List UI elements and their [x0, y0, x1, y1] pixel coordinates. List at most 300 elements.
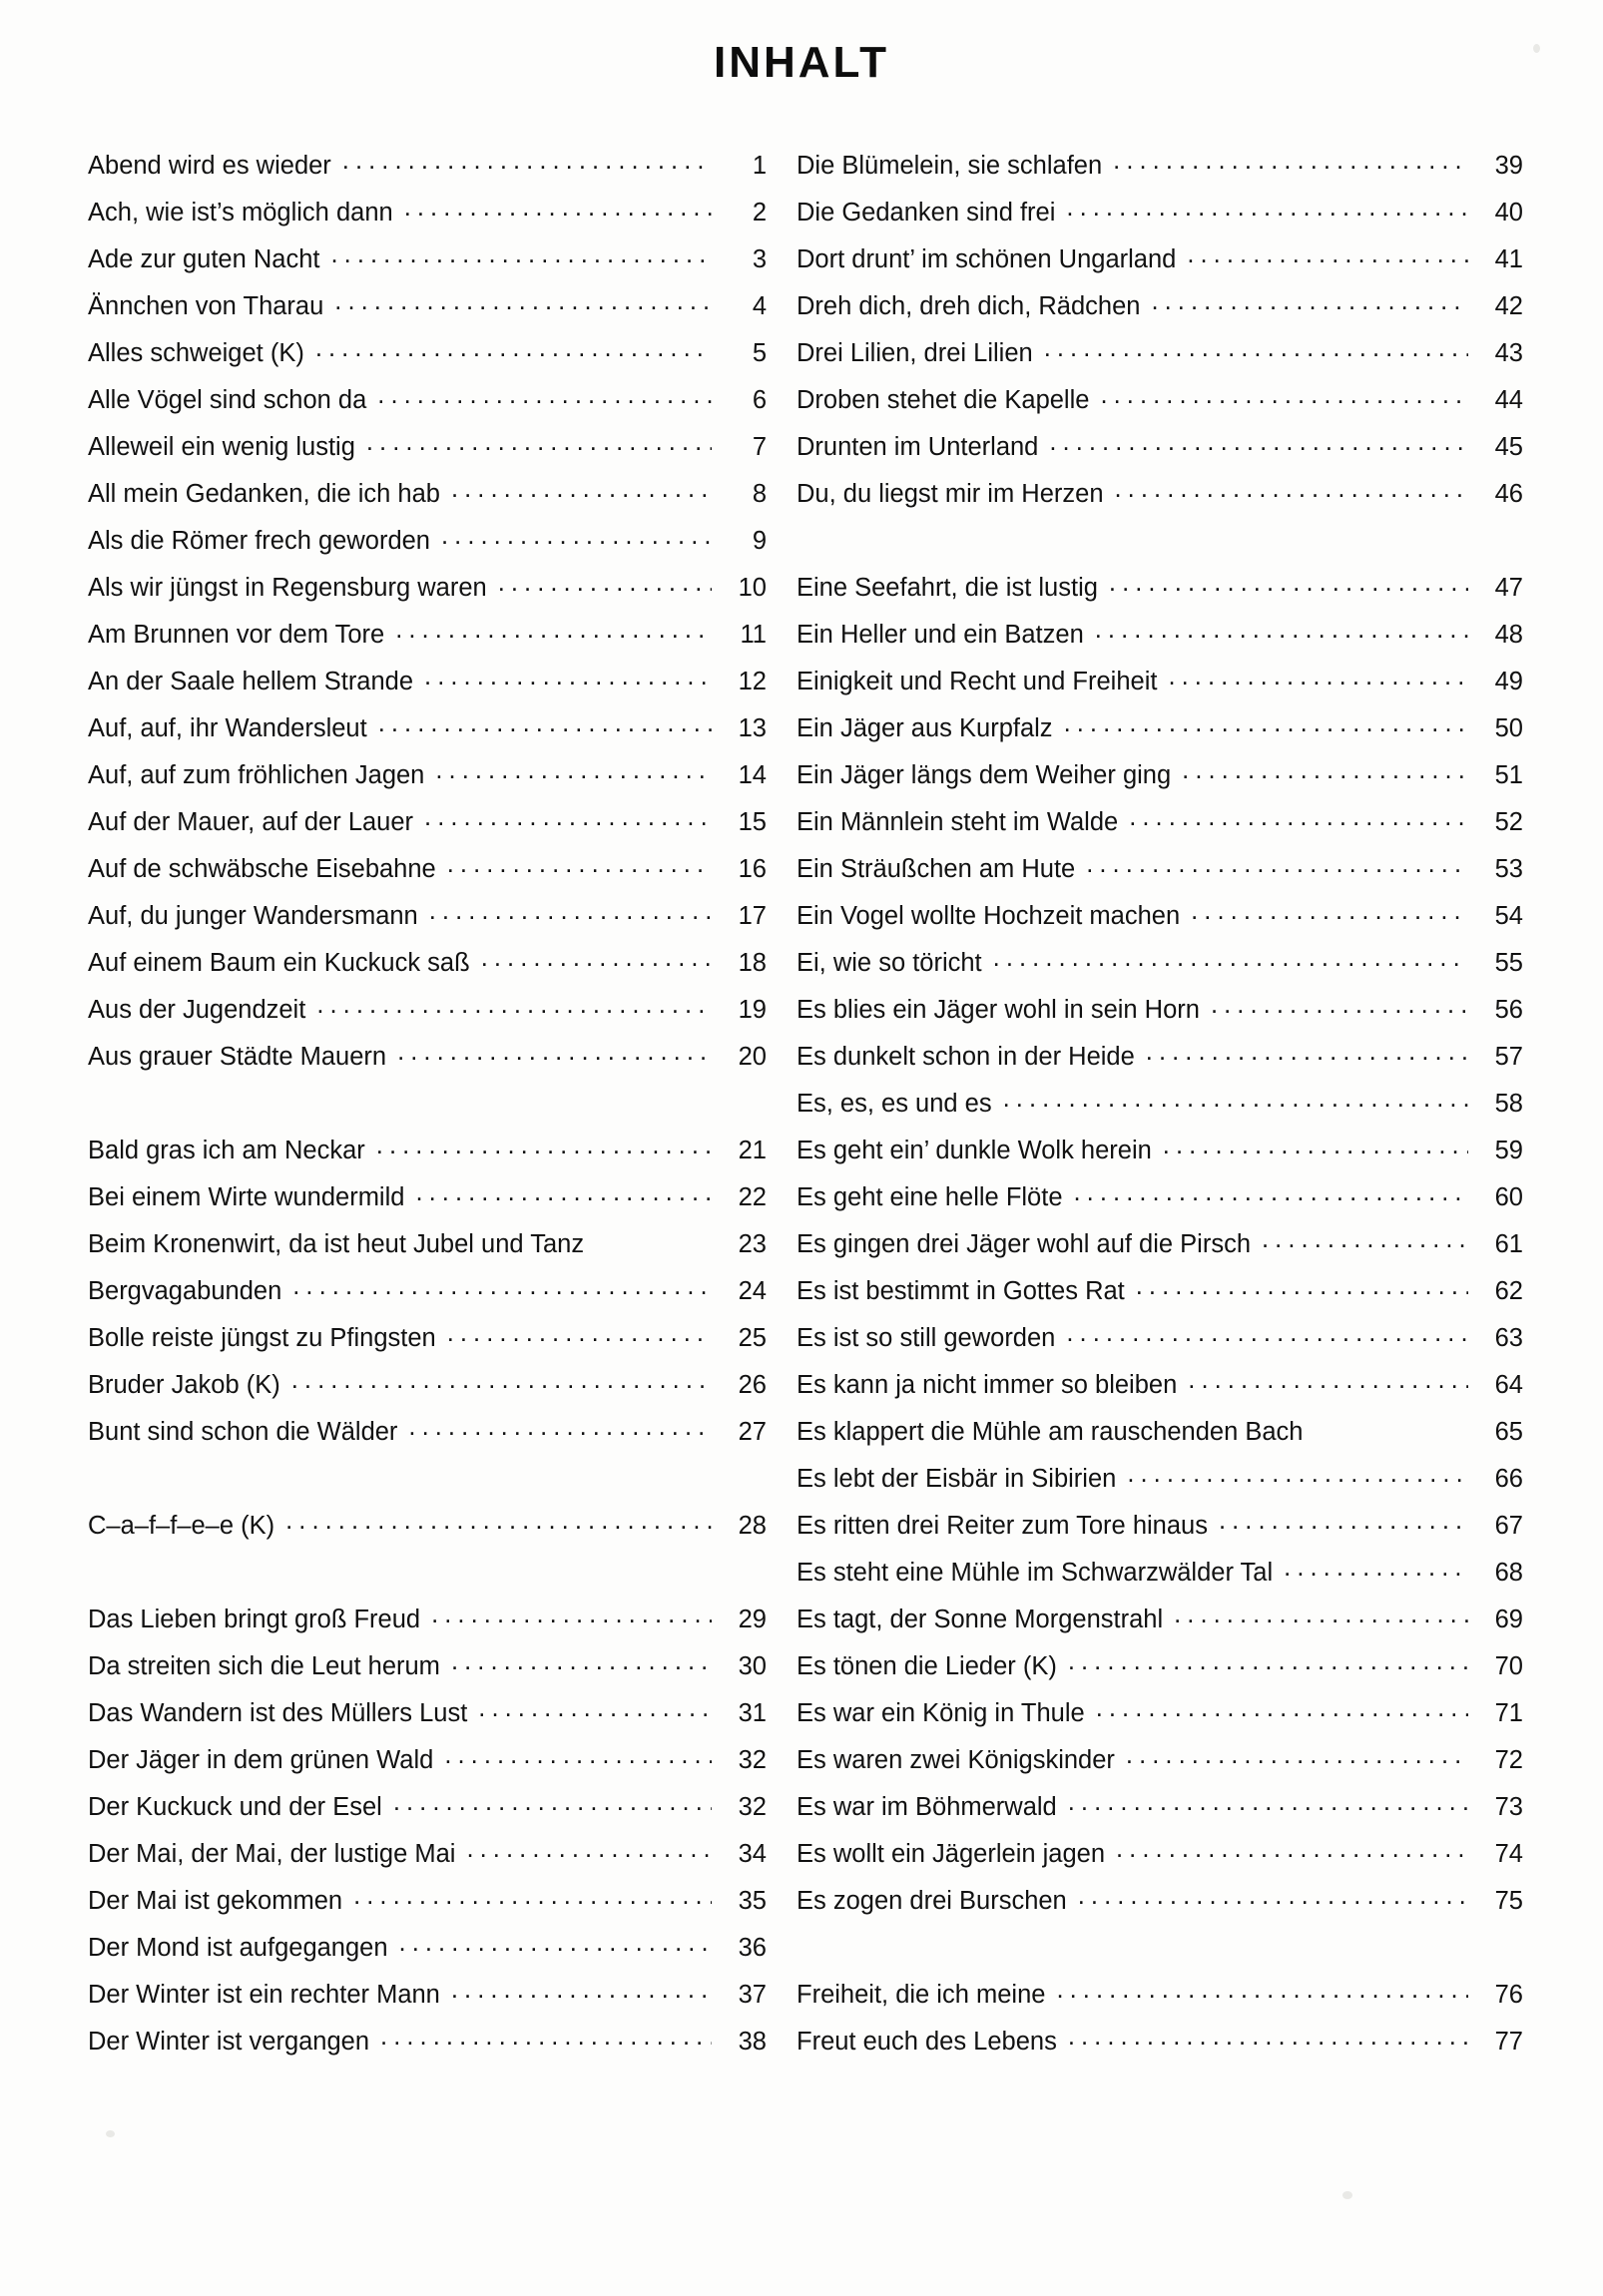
toc-column-left: [0, 148, 789, 2070]
toc-entry-title: Bald gras ich am Neckar: [88, 1136, 365, 1164]
dot-leader: [447, 851, 712, 877]
toc-entry-page-number: 24: [738, 1276, 767, 1305]
dot-leader: [378, 710, 712, 736]
toc-entry-page-number: 29: [738, 1605, 767, 1633]
dot-leader: [334, 288, 712, 314]
toc-entry-title: Ach, wie ist’s möglich dann: [88, 198, 393, 227]
toc-entry[interactable]: [797, 195, 1523, 241]
toc-entry-title: Ade zur guten Nacht: [88, 244, 320, 273]
toc-entry-page-number: 48: [1494, 620, 1523, 649]
toc-entry-title: Als wir jüngst in Regensburg waren: [88, 573, 487, 602]
toc-entry-page-number: 40: [1494, 198, 1523, 227]
toc-entry-page-number: 52: [1494, 807, 1523, 836]
toc-entry-title: Dreh dich, dreh dich, Rädchen: [797, 291, 1141, 320]
dot-leader: [1136, 1273, 1468, 1299]
toc-entry-title: Der Mai ist gekommen: [88, 1886, 343, 1915]
dot-leader: [1191, 898, 1468, 924]
toc-entry[interactable]: [797, 335, 1523, 382]
dot-leader: [451, 476, 712, 502]
toc-entry[interactable]: [797, 851, 1523, 898]
toc-entry[interactable]: [88, 1789, 767, 1836]
toc-entry-title: Ein Heller und ein Batzen: [797, 620, 1084, 649]
toc-entry-page-number: 58: [1494, 1089, 1523, 1118]
toc-entry-title: Auf, du junger Wandersmann: [88, 901, 418, 930]
toc-list-right: [797, 148, 1523, 2070]
alphabet-group-gap: [88, 1461, 767, 1508]
dot-leader: [342, 148, 712, 174]
toc-entry[interactable]: [797, 1508, 1523, 1555]
toc-entry-title: Ein Jäger längs dem Weiher ging: [797, 760, 1172, 789]
toc-entry[interactable]: [88, 1742, 767, 1789]
toc-entry-page-number: 59: [1494, 1136, 1523, 1164]
toc-entry-title: Der Mai, der Mai, der lustige Mai: [88, 1839, 456, 1868]
dot-leader: [498, 570, 712, 596]
dot-leader: [316, 992, 712, 1018]
dot-leader: [1064, 710, 1468, 736]
dot-leader: [1129, 804, 1468, 830]
toc-entry[interactable]: [797, 2024, 1523, 2070]
toc-entry[interactable]: [88, 945, 767, 992]
toc-entry[interactable]: [88, 1508, 767, 1555]
toc-entry-title: Du, du liegst mir im Herzen: [797, 479, 1104, 508]
toc-entry[interactable]: [797, 945, 1523, 992]
dot-leader: [1003, 1086, 1468, 1112]
toc-entry-page-number: 42: [1494, 291, 1523, 320]
toc-entry-page-number: 15: [738, 807, 767, 836]
toc-entry-page-number: 5: [752, 338, 767, 367]
dot-leader: [1044, 335, 1468, 361]
toc-entry-title: Einigkeit und Recht und Freiheit: [797, 667, 1158, 695]
toc-entry-title: Ein Männlein steht im Walde: [797, 807, 1119, 836]
toc-entry-page-number: 68: [1494, 1558, 1523, 1587]
toc-columns: [0, 148, 1603, 2070]
dot-leader: [431, 1602, 712, 1627]
toc-entry-page-number: 45: [1494, 432, 1523, 461]
toc-entry[interactable]: [797, 288, 1523, 335]
toc-entry-title: Am Brunnen vor dem Tore: [88, 620, 385, 649]
toc-entry-title: Es geht ein’ dunkle Wolk herein: [797, 1136, 1152, 1164]
dot-leader: [1115, 476, 1468, 502]
toc-entry-title: Es ist so still geworden: [797, 1323, 1056, 1352]
toc-entry[interactable]: [797, 382, 1523, 429]
dot-leader: [1068, 1789, 1468, 1815]
toc-entry-page-number: 67: [1494, 1511, 1523, 1540]
dot-leader: [1095, 617, 1468, 643]
toc-entry-title: Droben stehet die Kapelle: [797, 385, 1090, 414]
toc-entry-title: Die Blümelein, sie schlafen: [797, 151, 1103, 180]
toc-entry-page-number: 9: [752, 526, 767, 555]
toc-entry[interactable]: [797, 1602, 1523, 1648]
toc-entry[interactable]: [797, 1226, 1523, 1273]
toc-entry[interactable]: [88, 476, 767, 523]
toc-entry-title: Alle Vögel sind schon da: [88, 385, 367, 414]
toc-entry[interactable]: [797, 1461, 1523, 1508]
toc-entry-title: Ännchen von Tharau: [88, 291, 324, 320]
toc-entry[interactable]: [797, 1883, 1523, 1930]
toc-entry-title: Auf, auf, ihr Wandersleut: [88, 713, 367, 742]
dot-leader: [1187, 241, 1468, 267]
alphabet-group-gap: [88, 1555, 767, 1602]
dot-leader: [1163, 1133, 1468, 1158]
toc-entry[interactable]: [88, 2024, 767, 2070]
toc-entry-page-number: 51: [1494, 760, 1523, 789]
toc-entry-title: Als die Römer frech geworden: [88, 526, 430, 555]
toc-entry[interactable]: [88, 1602, 767, 1648]
toc-entry-title: Es ritten drei Reiter zum Tore hinaus: [797, 1511, 1208, 1540]
dot-leader: [1066, 195, 1468, 221]
toc-entry[interactable]: [797, 1414, 1523, 1461]
toc-entry-page-number: 35: [738, 1886, 767, 1915]
toc-entry-title: Es blies ein Jäger wohl in sein Horn: [797, 995, 1200, 1024]
toc-entry-title: Das Lieben bringt groß Freud: [88, 1605, 421, 1633]
dot-leader: [1146, 1039, 1468, 1065]
toc-entry-page-number: 23: [738, 1229, 767, 1258]
toc-entry-title: Bruder Jakob (K): [88, 1370, 280, 1399]
toc-entry-page-number: 6: [752, 385, 767, 414]
toc-entry-title: C–a–f–f–e–e (K): [88, 1511, 275, 1540]
toc-entry-title: Auf einem Baum ein Kuckuck saß: [88, 948, 470, 977]
toc-entry-page-number: 72: [1494, 1745, 1523, 1774]
toc-entry-page-number: 69: [1494, 1605, 1523, 1633]
toc-entry-page-number: 17: [738, 901, 767, 930]
toc-entry[interactable]: [88, 1648, 767, 1695]
toc-entry-title: Alleweil ein wenig lustig: [88, 432, 355, 461]
dot-leader: [1086, 851, 1468, 877]
dot-leader: [447, 1320, 712, 1346]
toc-entry-page-number: 25: [738, 1323, 767, 1352]
toc-entry[interactable]: [797, 664, 1523, 710]
toc-entry[interactable]: [797, 570, 1523, 617]
toc-entry-page-number: 19: [738, 995, 767, 1024]
dot-leader: [466, 1836, 712, 1862]
toc-entry[interactable]: [88, 1977, 767, 2024]
toc-entry[interactable]: [88, 195, 767, 241]
toc-entry[interactable]: [88, 1930, 767, 1977]
toc-entry-page-number: 43: [1494, 338, 1523, 367]
toc-entry-title: Es, es, es und es: [797, 1089, 992, 1118]
toc-entry[interactable]: [88, 664, 767, 710]
toc-entry-title: Es kann ja nicht immer so bleiben: [797, 1370, 1178, 1399]
dot-leader: [291, 1367, 712, 1393]
dot-leader: [1151, 288, 1468, 314]
toc-entry[interactable]: [88, 617, 767, 664]
toc-entry-title: Es ist bestimmt in Gottes Rat: [797, 1276, 1125, 1305]
dot-leader: [377, 382, 712, 408]
dot-leader: [1074, 1179, 1468, 1205]
toc-entry-title: Bunt sind schon die Wälder: [88, 1417, 398, 1446]
alphabet-group-gap: [797, 1930, 1523, 1977]
dot-leader: [1116, 1836, 1468, 1862]
toc-entry[interactable]: [88, 1836, 767, 1883]
toc-entry[interactable]: [88, 382, 767, 429]
toc-entry-title: Freut euch des Lebens: [797, 2027, 1057, 2056]
scan-artifact: [1342, 2191, 1352, 2199]
toc-entry[interactable]: [88, 1226, 767, 1273]
toc-entry-page-number: 54: [1494, 901, 1523, 930]
toc-entry[interactable]: [797, 1367, 1523, 1414]
toc-entry-title: All mein Gedanken, die ich hab: [88, 479, 440, 508]
toc-list-left: [88, 148, 767, 2070]
dot-leader: [481, 945, 712, 971]
dot-leader: [478, 1695, 712, 1721]
dot-leader: [285, 1508, 712, 1534]
toc-entry-page-number: 20: [738, 1042, 767, 1071]
dot-leader: [424, 664, 712, 689]
dot-leader: [1109, 570, 1468, 596]
toc-entry[interactable]: [88, 851, 767, 898]
toc-entry[interactable]: [797, 1789, 1523, 1836]
toc-entry[interactable]: [797, 1648, 1523, 1695]
page-title: INHALT: [713, 38, 890, 87]
toc-entry-title: Drei Lilien, drei Lilien: [797, 338, 1033, 367]
toc-entry-page-number: 36: [738, 1933, 767, 1962]
toc-entry-title: Eine Seefahrt, die ist lustig: [797, 573, 1098, 602]
toc-entry[interactable]: [88, 1414, 767, 1461]
toc-entry[interactable]: [88, 898, 767, 945]
toc-entry-page-number: 46: [1494, 479, 1523, 508]
toc-entry[interactable]: [797, 1555, 1523, 1602]
toc-entry-title: Es dunkelt schon in der Heide: [797, 1042, 1135, 1071]
alphabet-group-gap: [797, 523, 1523, 570]
toc-entry-page-number: 10: [738, 573, 767, 602]
toc-entry[interactable]: [88, 992, 767, 1039]
toc-entry-page-number: 16: [738, 854, 767, 883]
toc-entry-title: Es lebt der Eisbär in Sibirien: [797, 1464, 1117, 1493]
dot-leader: [330, 241, 712, 267]
toc-entry-title: Es war im Böhmerwald: [797, 1792, 1057, 1821]
toc-entry-page-number: 64: [1494, 1370, 1523, 1399]
scan-artifact: [106, 2130, 115, 2137]
toc-entry-title: Aus grauer Städte Mauern: [88, 1042, 387, 1071]
toc-entry-title: Drunten im Unterland: [797, 432, 1039, 461]
toc-column-right: [789, 148, 1603, 2070]
toc-entry-page-number: 63: [1494, 1323, 1523, 1352]
toc-entry-page-number: 50: [1494, 713, 1523, 742]
toc-entry[interactable]: [797, 476, 1523, 523]
dot-leader: [451, 1977, 712, 2003]
toc-entry-title: Es zogen drei Burschen: [797, 1886, 1067, 1915]
toc-entry-page-number: 27: [738, 1417, 767, 1446]
toc-entry[interactable]: [797, 757, 1523, 804]
dot-leader: [1314, 1414, 1468, 1440]
dot-leader: [408, 1414, 712, 1440]
toc-entry-title: Ein Vogel wollte Hochzeit machen: [797, 901, 1181, 930]
toc-entry-page-number: 32: [738, 1745, 767, 1774]
toc-entry-page-number: 44: [1494, 385, 1523, 414]
dot-leader: [376, 1133, 712, 1158]
toc-entry[interactable]: [797, 804, 1523, 851]
toc-entry[interactable]: [797, 898, 1523, 945]
toc-entry[interactable]: [797, 1977, 1523, 2024]
dot-leader: [399, 1930, 712, 1956]
toc-entry-page-number: 76: [1494, 1980, 1523, 2009]
toc-entry-page-number: 74: [1494, 1839, 1523, 1868]
toc-entry[interactable]: [88, 757, 767, 804]
toc-entry-page-number: 41: [1494, 244, 1523, 273]
toc-entry-title: Ein Jäger aus Kurpfalz: [797, 713, 1053, 742]
dot-leader: [993, 945, 1468, 971]
toc-entry[interactable]: [88, 1133, 767, 1179]
dot-leader: [353, 1883, 712, 1909]
toc-entry-title: Bei einem Wirte wundermild: [88, 1182, 405, 1211]
toc-entry[interactable]: [88, 429, 767, 476]
toc-entry-title: Auf, auf zum fröhlichen Jagen: [88, 760, 425, 789]
dot-leader: [1096, 1695, 1468, 1721]
toc-entry-title: Es geht eine helle Flöte: [797, 1182, 1063, 1211]
toc-entry[interactable]: [797, 1086, 1523, 1133]
toc-entry-page-number: 34: [738, 1839, 767, 1868]
toc-entry-page-number: 8: [752, 479, 767, 508]
dot-leader: [429, 898, 712, 924]
toc-entry-page-number: 38: [738, 2027, 767, 2056]
toc-entry[interactable]: [797, 148, 1523, 195]
toc-entry[interactable]: [797, 1320, 1523, 1367]
dot-leader: [1056, 1977, 1468, 2003]
toc-entry[interactable]: [88, 1883, 767, 1930]
toc-entry[interactable]: [88, 1320, 767, 1367]
toc-entry-title: Es waren zwei Königskinder: [797, 1745, 1115, 1774]
toc-entry[interactable]: [797, 617, 1523, 664]
toc-entry[interactable]: [797, 1836, 1523, 1883]
toc-entry[interactable]: [88, 1367, 767, 1414]
toc-entry-title: Der Mond ist aufgegangen: [88, 1933, 388, 1962]
dot-leader: [1126, 1742, 1468, 1768]
toc-entry-page-number: 28: [738, 1511, 767, 1540]
dot-leader: [1219, 1508, 1468, 1534]
toc-entry[interactable]: [88, 570, 767, 617]
toc-entry-title: Aus der Jugendzeit: [88, 995, 306, 1024]
toc-entry-title: Auf der Mauer, auf der Lauer: [88, 807, 414, 836]
toc-entry-page-number: 31: [738, 1698, 767, 1727]
dot-leader: [1188, 1367, 1468, 1393]
toc-entry-title: Dort drunt’ im schönen Ungarland: [797, 244, 1177, 273]
toc-entry-page-number: 37: [738, 1980, 767, 2009]
toc-entry-page-number: 11: [740, 620, 767, 649]
toc-entry-title: Ein Sträußchen am Hute: [797, 854, 1076, 883]
toc-entry-title: Alles schweiget (K): [88, 338, 304, 367]
dot-leader: [451, 1648, 712, 1674]
toc-entry-title: Die Gedanken sind frei: [797, 198, 1056, 227]
toc-entry-title: Der Winter ist ein rechter Mann: [88, 1980, 440, 2009]
toc-entry-page-number: 2: [752, 198, 767, 227]
toc-entry[interactable]: [88, 335, 767, 382]
toc-entry-title: Der Kuckuck und der Esel: [88, 1792, 382, 1821]
dot-leader: [1174, 1602, 1468, 1627]
toc-entry[interactable]: [88, 1695, 767, 1742]
toc-entry-title: Es steht eine Mühle im Schwarzwälder Tal: [797, 1558, 1274, 1587]
toc-entry[interactable]: [797, 1273, 1523, 1320]
dot-leader: [315, 335, 712, 361]
toc-entry-page-number: 57: [1494, 1042, 1523, 1071]
alphabet-group-gap: [88, 1086, 767, 1133]
toc-entry-title: Es tönen die Lieder (K): [797, 1651, 1057, 1680]
toc-entry-title: Es war ein König in Thule: [797, 1698, 1085, 1727]
toc-entry[interactable]: [88, 288, 767, 335]
toc-entry[interactable]: [88, 710, 767, 757]
toc-entry-title: Es gingen drei Jäger wohl auf die Pirsch: [797, 1229, 1252, 1258]
toc-entry[interactable]: [88, 1273, 767, 1320]
toc-entry-page-number: 32: [738, 1792, 767, 1821]
dot-leader: [393, 1789, 712, 1815]
toc-entry-page-number: 55: [1494, 948, 1523, 977]
dot-leader: [395, 617, 712, 643]
toc-entry-title: Beim Kronenwirt, da ist heut Jubel und Tanz: [88, 1229, 585, 1258]
toc-entry-page-number: 73: [1494, 1792, 1523, 1821]
toc-entry-page-number: 47: [1494, 573, 1523, 602]
scan-artifact: [1533, 44, 1540, 53]
toc-entry-page-number: 71: [1494, 1698, 1523, 1727]
dot-leader: [1066, 1320, 1468, 1346]
dot-leader: [1100, 382, 1468, 408]
dot-leader: [1049, 429, 1468, 455]
dot-leader: [1211, 992, 1468, 1018]
dot-leader: [424, 804, 712, 830]
toc-entry-page-number: 66: [1494, 1464, 1523, 1493]
dot-leader: [292, 1273, 712, 1299]
toc-entry[interactable]: [88, 1039, 767, 1086]
toc-entry-title: Bolle reiste jüngst zu Pfingsten: [88, 1323, 436, 1352]
toc-entry-title: Ei, wie so töricht: [797, 948, 982, 977]
toc-entry-page-number: 18: [738, 948, 767, 977]
toc-entry-title: Abend wird es wieder: [88, 151, 331, 180]
toc-entry[interactable]: [797, 1039, 1523, 1086]
toc-entry-page-number: 22: [738, 1182, 767, 1211]
toc-entry[interactable]: [88, 804, 767, 851]
toc-entry-page-number: 77: [1494, 2027, 1523, 2056]
toc-entry-page-number: 53: [1494, 854, 1523, 883]
toc-entry-page-number: 75: [1494, 1886, 1523, 1915]
toc-entry[interactable]: [88, 523, 767, 570]
toc-entry[interactable]: [797, 429, 1523, 476]
toc-entry-title: Es wollt ein Jägerlein jagen: [797, 1839, 1106, 1868]
toc-entry-page-number: 1: [752, 151, 767, 180]
toc-entry-page-number: 13: [738, 713, 767, 742]
dot-leader: [1168, 664, 1468, 689]
toc-entry-page-number: 61: [1494, 1229, 1523, 1258]
toc-entry[interactable]: [797, 1179, 1523, 1226]
dot-leader: [444, 1742, 712, 1768]
dot-leader: [404, 195, 712, 221]
dot-leader: [1127, 1461, 1468, 1487]
toc-entry-page-number: 62: [1494, 1276, 1523, 1305]
toc-entry-page-number: 12: [738, 667, 767, 695]
toc-entry[interactable]: [797, 1133, 1523, 1179]
toc-entry-page-number: 30: [738, 1651, 767, 1680]
toc-entry-title: Es tagt, der Sonne Morgenstrahl: [797, 1605, 1164, 1633]
toc-entry-title: Der Jäger in dem grünen Wald: [88, 1745, 434, 1774]
toc-entry-page-number: 65: [1494, 1417, 1523, 1446]
dot-leader: [595, 1226, 712, 1252]
toc-entry[interactable]: [797, 710, 1523, 757]
toc-entry-page-number: 60: [1494, 1182, 1523, 1211]
toc-entry[interactable]: [88, 148, 767, 195]
toc-entry-page-number: 39: [1494, 151, 1523, 180]
dot-leader: [415, 1179, 712, 1205]
toc-entry-title: Das Wandern ist des Müllers Lust: [88, 1698, 468, 1727]
toc-entry[interactable]: [797, 1695, 1523, 1742]
toc-entry[interactable]: [797, 992, 1523, 1039]
toc-entry-page-number: 70: [1494, 1651, 1523, 1680]
toc-entry-page-number: 4: [752, 291, 767, 320]
toc-entry[interactable]: [797, 241, 1523, 288]
toc-entry-page-number: 49: [1494, 667, 1523, 695]
toc-entry[interactable]: [88, 241, 767, 288]
toc-entry-page-number: 56: [1494, 995, 1523, 1024]
toc-entry-page-number: 14: [738, 760, 767, 789]
toc-entry-page-number: 26: [738, 1370, 767, 1399]
toc-entry[interactable]: [88, 1179, 767, 1226]
toc-entry[interactable]: [797, 1742, 1523, 1789]
